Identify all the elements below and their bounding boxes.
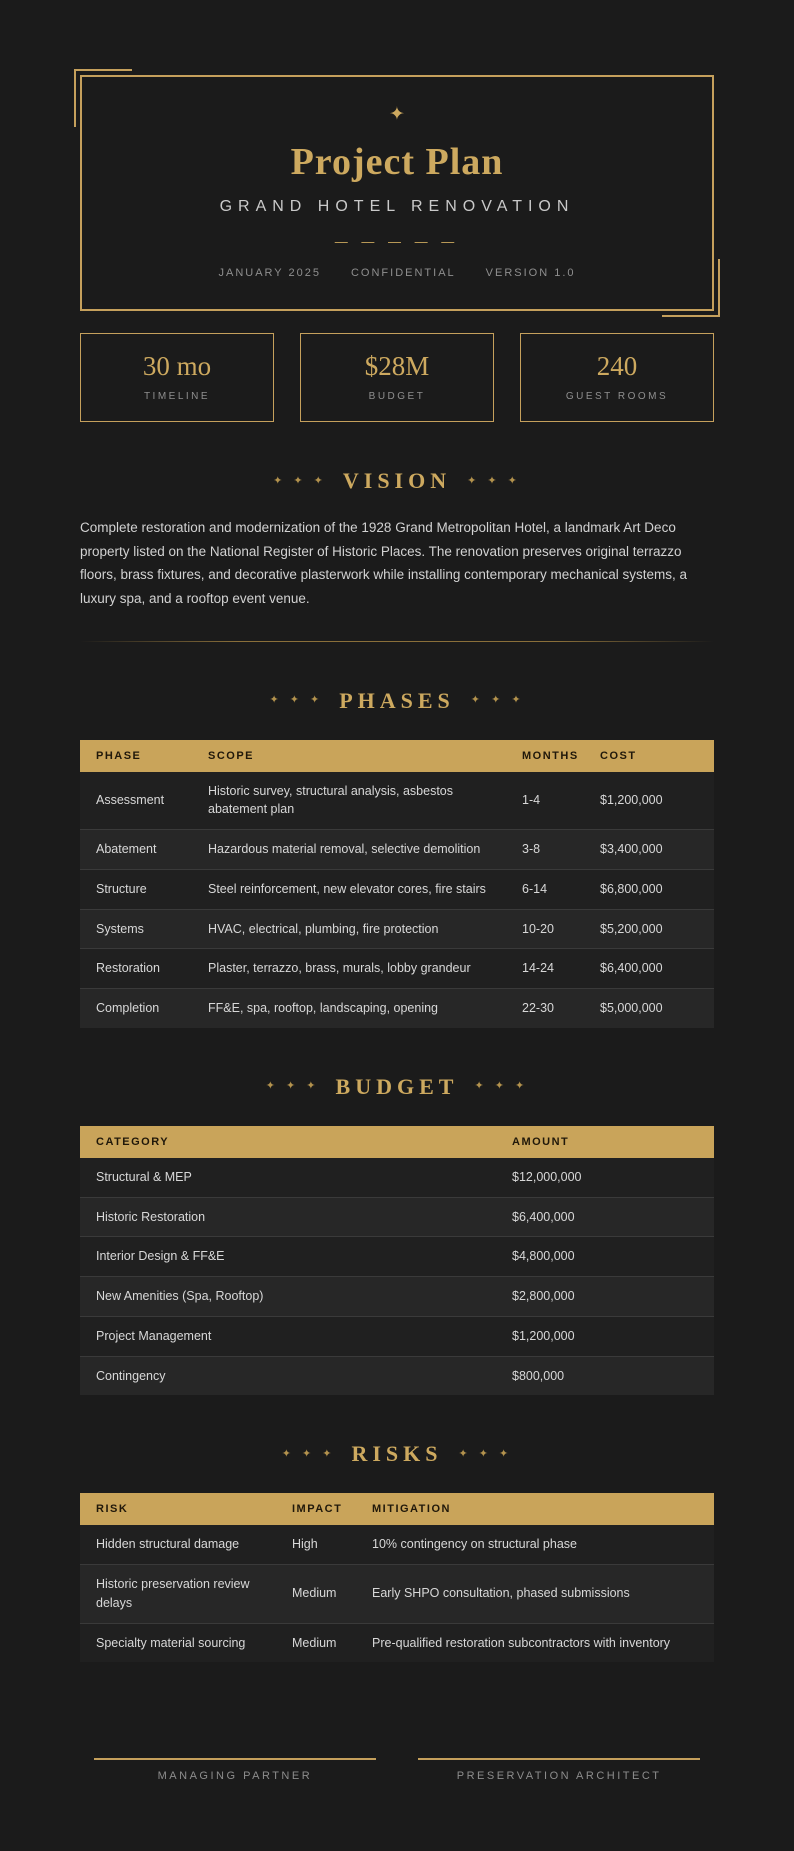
table-cell: $1,200,000 bbox=[600, 792, 663, 807]
stat-budget bbox=[300, 333, 494, 422]
table-row bbox=[80, 1525, 714, 1564]
table-cell: Plaster, terrazzo, brass, murals, lobby grandeur bbox=[208, 961, 471, 976]
table-cell: $2,800,000 bbox=[512, 1289, 575, 1303]
table-row bbox=[80, 830, 714, 870]
stats-row bbox=[80, 333, 714, 422]
section-heading-vision bbox=[80, 468, 714, 494]
meta-version: VERSION 1.0 bbox=[485, 267, 576, 279]
table-cell: Completion bbox=[96, 1001, 160, 1015]
table-cell: 10% contingency on structural phase bbox=[372, 1537, 577, 1552]
signature-managing-partner bbox=[94, 1758, 376, 1782]
stat-guest-rooms bbox=[520, 333, 714, 422]
table-cell: Contingency bbox=[96, 1368, 166, 1383]
table-cell: Interior Design & FF&E bbox=[96, 1249, 225, 1264]
meta-confidential: CONFIDENTIAL bbox=[350, 267, 456, 279]
table-cell: FF&E, spa, rooftop, landscaping, opening bbox=[208, 1001, 439, 1015]
table-row bbox=[80, 989, 714, 1028]
section-heading-risks bbox=[80, 1441, 714, 1467]
table-cell: Early SHPO consultation, phased submissions bbox=[372, 1586, 630, 1601]
budget-table bbox=[80, 1126, 714, 1396]
table-cell: $6,800,000 bbox=[600, 881, 663, 896]
column-header: IMPACT bbox=[276, 1493, 356, 1525]
table-row bbox=[80, 909, 714, 949]
stat-label: GUEST ROOMS bbox=[565, 391, 669, 402]
table-cell: Hidden structural damage bbox=[96, 1537, 240, 1552]
table-cell: Steel reinforcement, new elevator cores, fire stairs bbox=[208, 881, 486, 896]
table-cell: Restoration bbox=[96, 961, 160, 976]
column-header: CATEGORY bbox=[80, 1126, 496, 1158]
diamonds-ornament-right: ✦ ✦ ✦ bbox=[467, 474, 521, 487]
diamonds-ornament-right: ✦ ✦ ✦ bbox=[470, 694, 525, 706]
table-row bbox=[80, 1158, 714, 1197]
section-title-phases: PHASES bbox=[339, 687, 455, 713]
table-cell: Medium bbox=[292, 1586, 337, 1601]
page-title: Project Plan bbox=[290, 141, 504, 183]
table-row bbox=[80, 869, 714, 909]
table-cell: $1,200,000 bbox=[512, 1328, 575, 1343]
section-divider bbox=[80, 641, 714, 642]
table-row bbox=[80, 949, 714, 989]
stat-label: TIMELINE bbox=[143, 391, 211, 402]
signatures-row bbox=[94, 1758, 700, 1782]
table-row bbox=[80, 1356, 714, 1395]
table-cell: Systems bbox=[96, 921, 144, 936]
section-title-vision: VISION bbox=[342, 468, 452, 493]
vision-paragraph: Complete restoration and modernization of the 1928 Grand Metropolitan Hotel, a landmark Art Deco property listed on the National Register of Historic Places. The renovation preserves original terrazzo floors, brass fixtures, and decorative plasterwork while installing contemporary mechanical systems, a luxury spa, and a rooftop event venue. bbox=[80, 520, 688, 606]
phases-table bbox=[80, 740, 714, 1028]
table-row bbox=[80, 772, 714, 830]
table-cell: Specialty material sourcing bbox=[96, 1635, 246, 1650]
column-header: PHASE bbox=[80, 740, 192, 772]
page-subtitle: GRAND HOTEL RENOVATION bbox=[219, 198, 575, 215]
diamonds-ornament-left: ✦ ✦ ✦ bbox=[265, 1080, 320, 1093]
table-cell: 1-4 bbox=[522, 792, 541, 807]
table-row bbox=[80, 1277, 714, 1317]
table-header-row bbox=[80, 1126, 714, 1158]
section-title-budget: BUDGET bbox=[335, 1073, 459, 1099]
table-cell: Medium bbox=[292, 1635, 337, 1650]
table-row bbox=[80, 1565, 714, 1624]
section-heading-budget bbox=[80, 1074, 714, 1100]
column-header: COST bbox=[584, 740, 714, 772]
table-cell: $800,000 bbox=[512, 1368, 565, 1383]
table-cell: 6-14 bbox=[522, 881, 548, 896]
meta-row bbox=[102, 267, 692, 279]
column-header: RISK bbox=[80, 1493, 276, 1525]
table-row bbox=[80, 1197, 714, 1237]
stat-value: 30 mo bbox=[142, 351, 212, 381]
table-cell: $6,400,000 bbox=[600, 961, 663, 976]
diamonds-ornament-left: ✦ ✦ ✦ bbox=[281, 1447, 336, 1460]
signature-preservation-architect bbox=[418, 1758, 700, 1782]
meta-date: JANUARY 2025 bbox=[218, 267, 321, 279]
table-cell: $3,400,000 bbox=[600, 842, 663, 856]
column-header: MONTHS bbox=[506, 740, 584, 772]
diamonds-ornament-right: ✦ ✦ ✦ bbox=[474, 1080, 529, 1093]
column-header: MITIGATION bbox=[356, 1493, 714, 1525]
table-cell: 10-20 bbox=[522, 921, 554, 936]
table-cell: Abatement bbox=[96, 842, 157, 856]
diamonds-ornament-left: ✦ ✦ ✦ bbox=[273, 474, 327, 487]
title-card bbox=[80, 75, 714, 311]
table-cell: New Amenities (Spa, Rooftop) bbox=[96, 1289, 264, 1303]
diamonds-ornament-right: ✦ ✦ ✦ bbox=[458, 1447, 513, 1460]
risks-table bbox=[80, 1493, 714, 1662]
column-header: SCOPE bbox=[192, 740, 506, 772]
table-header-row bbox=[80, 1493, 714, 1525]
table-cell: Structural & MEP bbox=[96, 1169, 192, 1184]
table-cell: $12,000,000 bbox=[512, 1169, 582, 1184]
table-row bbox=[80, 1237, 714, 1277]
stat-label: BUDGET bbox=[368, 391, 426, 402]
table-cell: 22-30 bbox=[522, 1001, 554, 1015]
table-cell: $5,200,000 bbox=[600, 921, 663, 936]
stat-timeline bbox=[80, 333, 274, 422]
table-header-row bbox=[80, 740, 714, 772]
table-cell: Structure bbox=[96, 881, 147, 896]
signature-label: MANAGING PARTNER bbox=[157, 1770, 313, 1783]
table-cell: 14-24 bbox=[522, 961, 554, 976]
table-cell: Historic preservation review delays bbox=[96, 1577, 250, 1610]
dash-ornament: — — — — — bbox=[334, 234, 460, 249]
signature-label: PRESERVATION ARCHITECT bbox=[456, 1770, 662, 1783]
table-cell: $5,000,000 bbox=[600, 1001, 663, 1015]
section-title-risks: RISKS bbox=[351, 1441, 443, 1467]
stat-value: $28M bbox=[364, 351, 430, 381]
diamond-icon: ✦ bbox=[389, 104, 405, 125]
stat-value: 240 bbox=[596, 351, 638, 381]
table-cell: Hazardous material removal, selective demolition bbox=[208, 842, 481, 856]
table-cell: Assessment bbox=[96, 792, 165, 807]
table-cell: Historic survey, structural analysis, asbestos abatement plan bbox=[208, 783, 453, 817]
table-row bbox=[80, 1316, 714, 1356]
table-cell: Project Management bbox=[96, 1328, 212, 1343]
table-cell: High bbox=[292, 1537, 318, 1552]
section-heading-phases bbox=[80, 688, 714, 714]
table-cell: HVAC, electrical, plumbing, fire protection bbox=[208, 921, 439, 936]
table-cell: 3-8 bbox=[522, 842, 541, 856]
table-row bbox=[80, 1623, 714, 1662]
table-cell: Pre-qualified restoration subcontractors with inventory bbox=[372, 1635, 671, 1650]
table-cell: Historic Restoration bbox=[96, 1209, 206, 1224]
diamonds-ornament-left: ✦ ✦ ✦ bbox=[269, 694, 324, 706]
column-header: AMOUNT bbox=[496, 1126, 714, 1158]
table-cell: $4,800,000 bbox=[512, 1249, 575, 1264]
table-cell: $6,400,000 bbox=[512, 1209, 575, 1224]
